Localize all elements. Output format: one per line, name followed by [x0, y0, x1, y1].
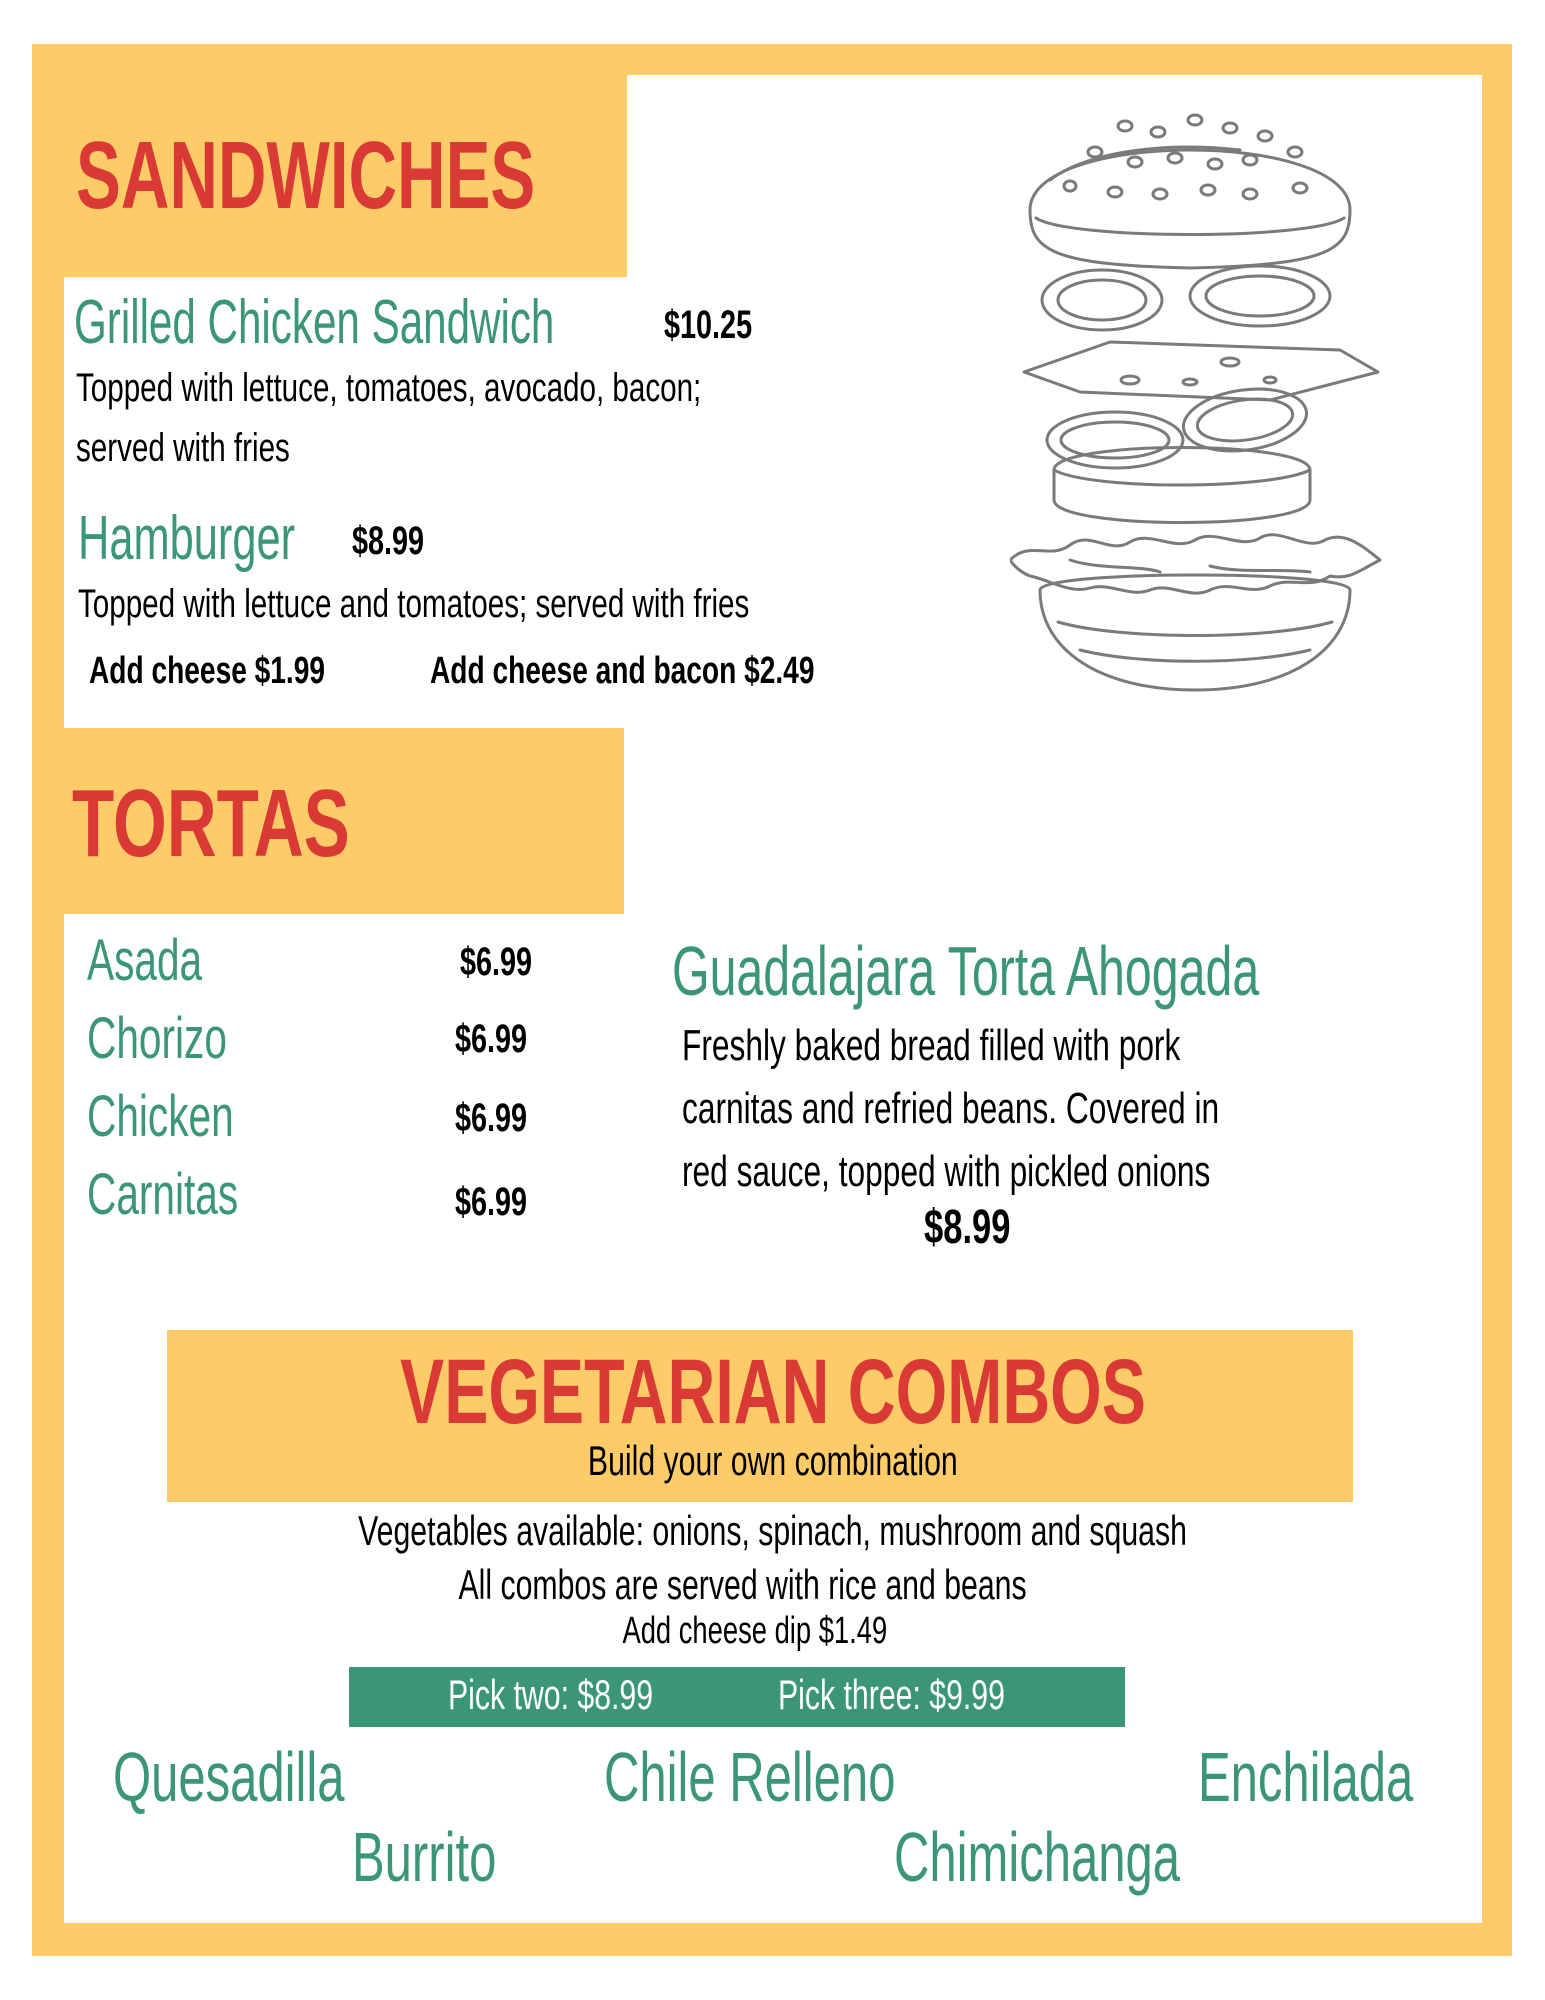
- grilled-chicken-desc-line-1: Topped with lettuce, tomatoes, avocado, bacon;: [76, 366, 702, 410]
- pick-three-price: Pick three: $9.99: [778, 1671, 1005, 1718]
- pick-two-price: Pick two: $8.99: [448, 1671, 654, 1718]
- burger-sketch-icon: [1010, 90, 1390, 730]
- torta-ahogada-desc-line-3: red sauce, topped with pickled onions: [682, 1147, 1211, 1196]
- tortas-title: TORTAS: [72, 770, 350, 877]
- torta-name-asada: Asada: [87, 928, 203, 993]
- combo-option-enchilada: Enchilada: [1198, 1738, 1414, 1816]
- torta-ahogada-price: $8.99: [924, 1201, 1011, 1254]
- torta-ahogada-desc-line-1: Freshly baked bread filled with pork: [682, 1021, 1181, 1070]
- vegetarian-title: VEGETARIAN COMBOS: [399, 1341, 1146, 1443]
- torta-name-chicken: Chicken: [87, 1084, 234, 1149]
- torta-price-carnitas: $6.99: [455, 1180, 528, 1224]
- hamburger-name: Hamburger: [78, 504, 296, 573]
- combo-option-chile-relleno: Chile Relleno: [604, 1738, 896, 1816]
- torta-name-chorizo: Chorizo: [87, 1006, 227, 1071]
- torta-price-asada: $6.99: [460, 940, 533, 984]
- vegetarian-subtitle: Build your own combination: [587, 1437, 958, 1484]
- grilled-chicken-desc-line-2: served with fries: [76, 426, 290, 470]
- torta-price-chorizo: $6.99: [455, 1017, 528, 1061]
- grilled-chicken-name: Grilled Chicken Sandwich: [74, 288, 555, 357]
- addon-cheese-bacon: Add cheese and bacon $2.49: [430, 650, 815, 692]
- torta-ahogada-desc-line-2: carnitas and refried beans. Covered in: [682, 1084, 1220, 1133]
- combo-option-chimichanga: Chimichanga: [894, 1818, 1180, 1896]
- vegetarian-info-line-1: Vegetables available: onions, spinach, mushroom and squash: [358, 1507, 1187, 1554]
- torta-price-chicken: $6.99: [455, 1096, 528, 1140]
- addon-cheese: Add cheese $1.99: [89, 650, 326, 692]
- grilled-chicken-price: $10.25: [664, 303, 753, 347]
- combo-option-burrito: Burrito: [352, 1818, 497, 1896]
- sandwiches-title: SANDWICHES: [76, 122, 536, 229]
- combo-option-quesadilla: Quesadilla: [113, 1738, 345, 1816]
- vegetarian-info-line-3: Add cheese dip $1.49: [622, 1610, 887, 1652]
- vegetarian-info-line-2: All combos are served with rice and beans: [458, 1561, 1027, 1608]
- torta-name-carnitas: Carnitas: [87, 1162, 239, 1227]
- hamburger-desc: Topped with lettuce and tomatoes; served with fries: [78, 582, 750, 626]
- hamburger-price: $8.99: [352, 519, 425, 563]
- torta-ahogada-name: Guadalajara Torta Ahogada: [672, 932, 1260, 1010]
